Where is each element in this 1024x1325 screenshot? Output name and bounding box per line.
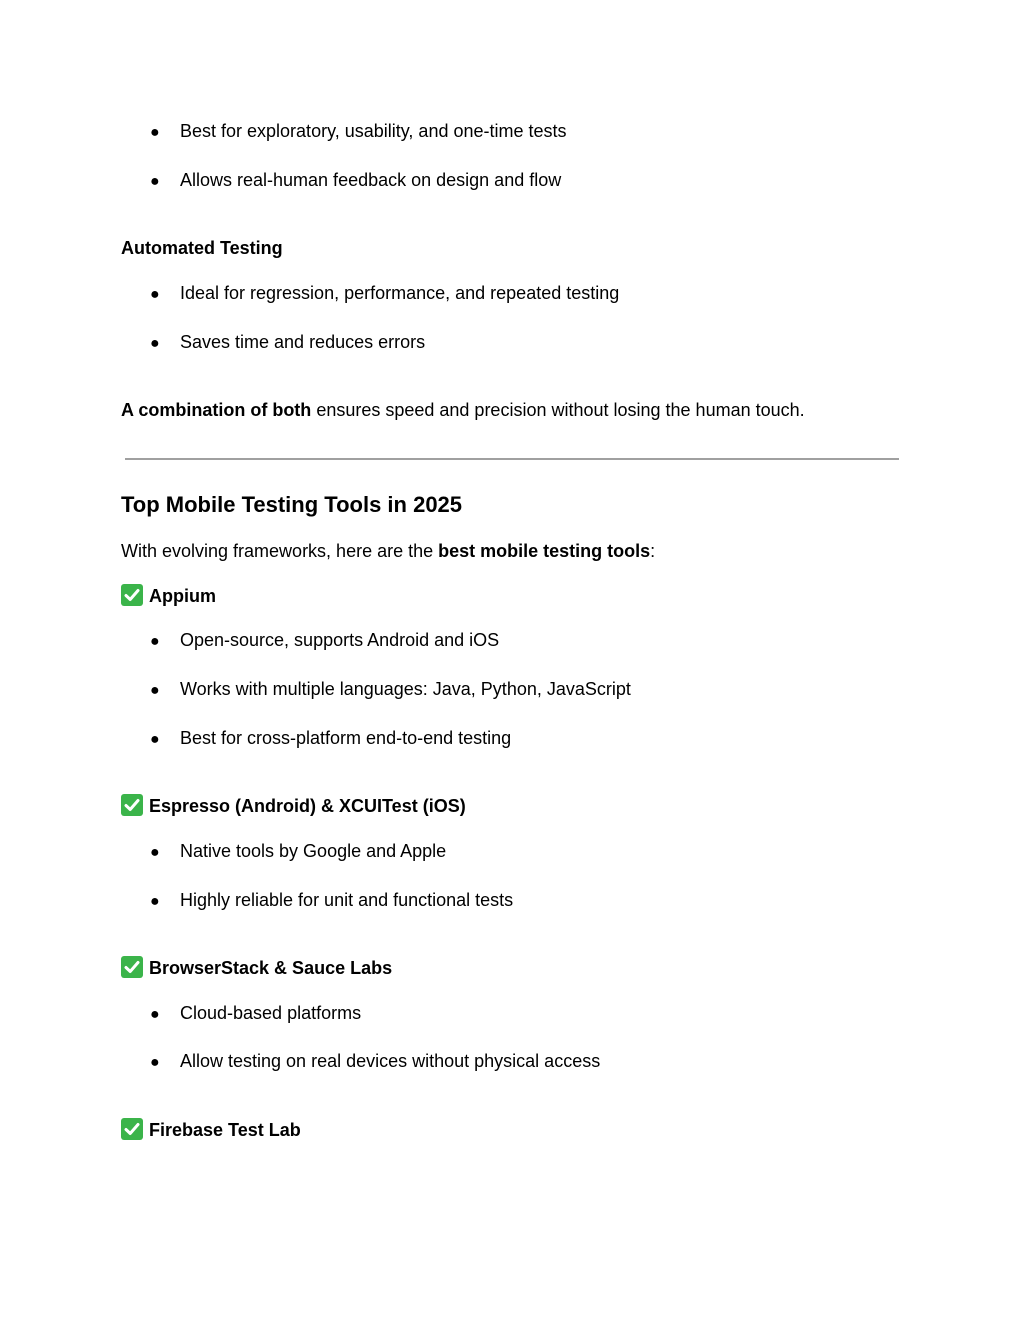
bullet-icon: ● [150, 731, 160, 748]
list-item: ● Open-source, supports Android and iOS [150, 628, 499, 652]
summary-paragraph: A combination of both ensures speed and precision without losing the human touch. [121, 400, 805, 420]
tool-heading: Firebase Test Lab [121, 1118, 301, 1142]
section-subheading: Automated Testing [121, 238, 283, 258]
bullet-icon: ● [150, 682, 160, 699]
bullet-icon: ● [150, 335, 160, 352]
list-item: ● Native tools by Google and Apple [150, 839, 446, 863]
check-mark-icon [121, 956, 143, 978]
check-mark-icon [121, 794, 143, 816]
bullet-icon: ● [150, 893, 160, 910]
bullet-icon: ● [150, 173, 160, 190]
check-mark-icon [121, 584, 143, 606]
list-item: ● Saves time and reduces errors [150, 330, 425, 354]
bullet-icon: ● [150, 1006, 160, 1023]
list-item: ● Works with multiple languages: Java, Python, JavaScript [150, 677, 631, 701]
check-mark-icon [121, 1118, 143, 1140]
list-item: ● Best for cross-platform end-to-end testing [150, 726, 511, 750]
bullet-icon: ● [150, 124, 160, 141]
list-item: ● Ideal for regression, performance, and repeated testing [150, 281, 619, 305]
bullet-icon: ● [150, 1054, 160, 1071]
intro-paragraph: With evolving frameworks, here are the best mobile testing tools: [121, 541, 656, 561]
horizontal-divider [125, 458, 899, 460]
bullet-icon: ● [150, 633, 160, 650]
list-item: ● Cloud-based platforms [150, 1001, 361, 1025]
list-item: ● Highly reliable for unit and functional tests [150, 888, 513, 912]
tool-heading: Appium [121, 584, 216, 608]
list-item: ● Allows real-human feedback on design and flow [150, 168, 561, 192]
bullet-icon: ● [150, 844, 160, 861]
tool-heading: BrowserStack & Sauce Labs [121, 956, 392, 980]
bullet-icon: ● [150, 286, 160, 303]
list-item: ● Allow testing on real devices without physical access [150, 1049, 600, 1073]
list-item: ● Best for exploratory, usability, and one-time tests [150, 119, 567, 143]
section-heading: Top Mobile Testing Tools in 2025 [121, 492, 463, 517]
tool-heading: Espresso (Android) & XCUITest (iOS) [121, 794, 466, 818]
